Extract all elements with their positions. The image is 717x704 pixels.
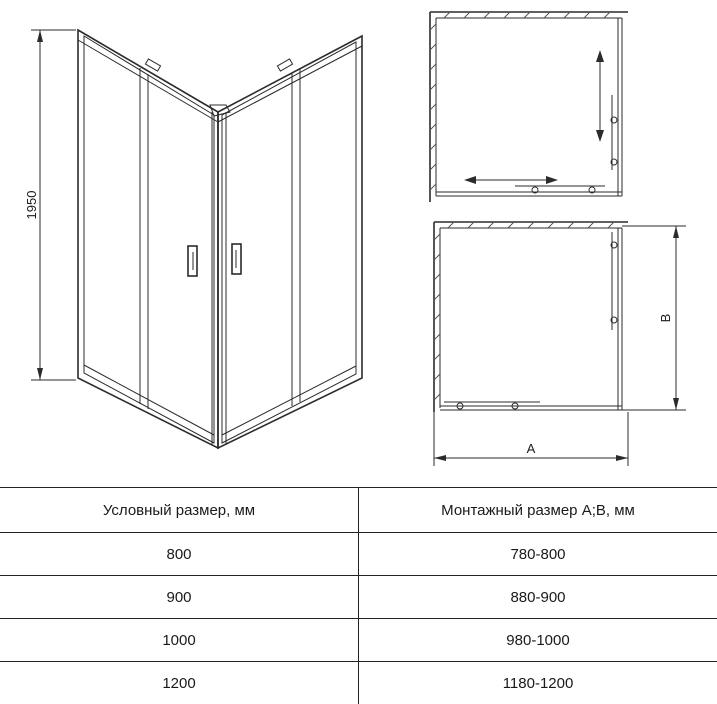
header-nominal-size: Условный размер, мм xyxy=(0,488,359,533)
table-cell: 980-1000 xyxy=(359,619,717,662)
table-cell: 800 xyxy=(0,533,359,576)
table-cell: 880-900 xyxy=(359,576,717,619)
depth-dimension-label: B xyxy=(658,313,673,323)
size-table xyxy=(0,487,717,704)
table-row xyxy=(0,576,717,619)
table-row xyxy=(0,533,717,576)
height-dimension xyxy=(24,30,76,380)
height-dimension-label: 1950 xyxy=(24,190,39,220)
table-cell: 900 xyxy=(0,576,359,619)
table-cell: 1180-1200 xyxy=(502,674,574,692)
plan-view-sliding xyxy=(430,12,628,202)
table-row xyxy=(0,662,717,704)
table-row xyxy=(0,619,717,662)
plan-view-dimensions xyxy=(434,222,686,466)
enclosure-isometric xyxy=(78,30,362,448)
table-cell: 1200 xyxy=(0,662,359,704)
width-dimension-label: A xyxy=(526,441,536,456)
table-cell: 1000 xyxy=(0,619,359,662)
header-mounting-size: Монтажный размер A;B, мм xyxy=(359,488,717,533)
table-cell: 780-800 xyxy=(359,533,717,576)
table-header-row xyxy=(0,488,717,533)
